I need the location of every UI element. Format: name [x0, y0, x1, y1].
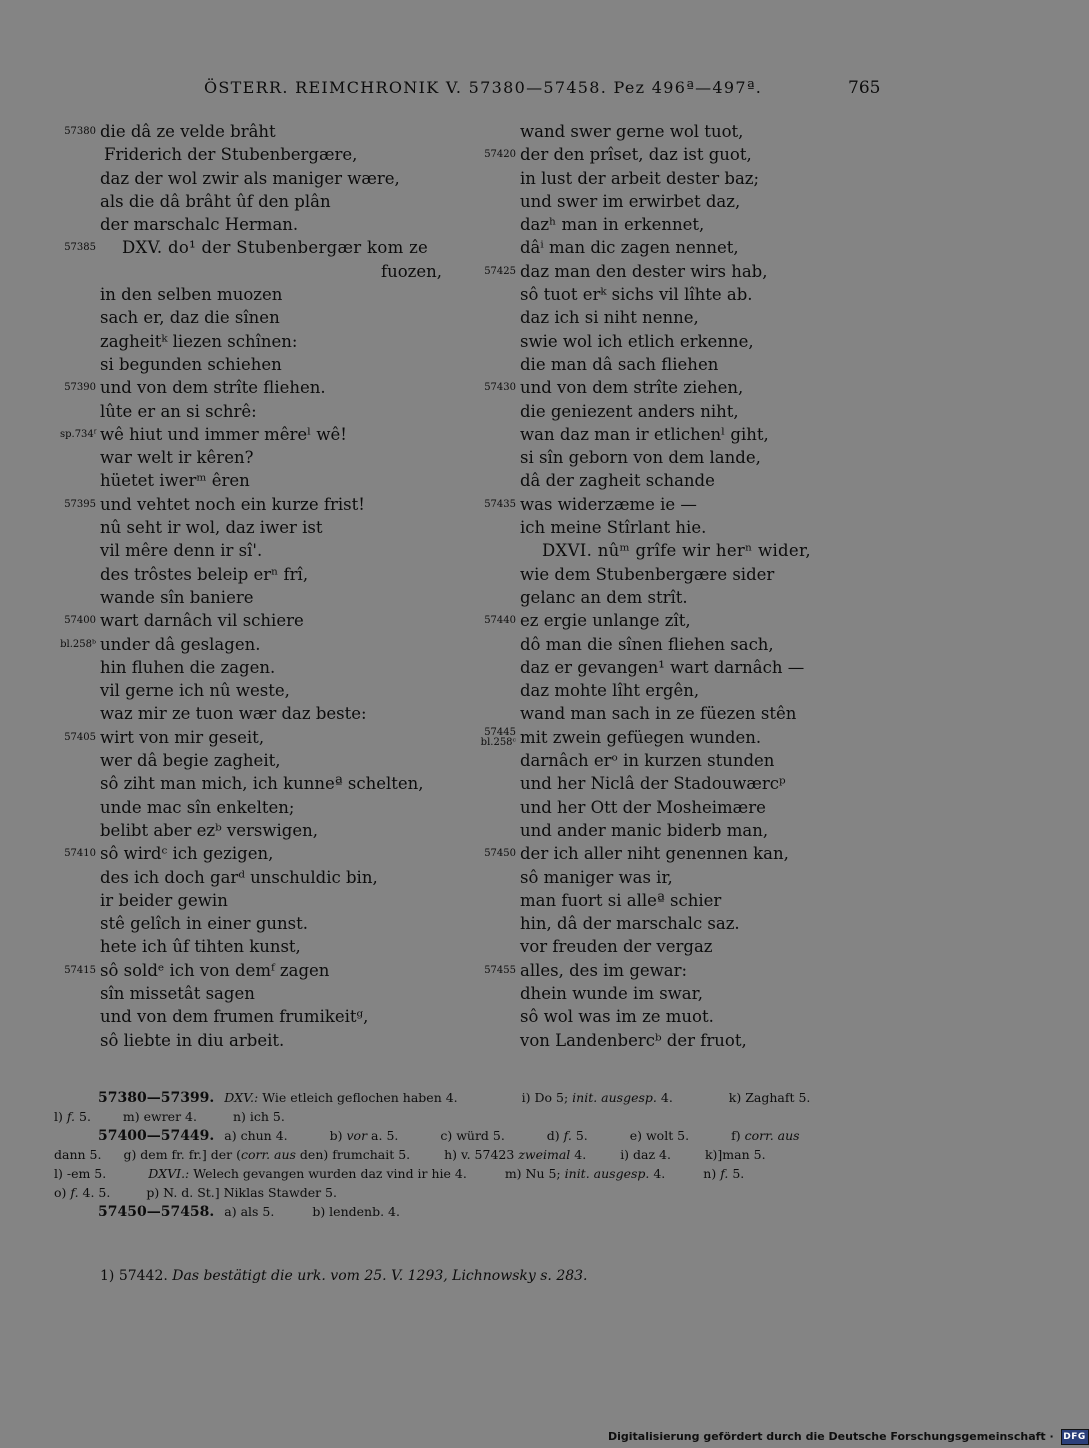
- line-number: 57405: [64, 731, 96, 743]
- verse-text: wand man sach in ze füezen stên: [520, 704, 797, 724]
- verse-text: in lust der arbeit dester baz;: [520, 168, 760, 188]
- apparatus-text: m) Nu 5;: [504, 1166, 561, 1181]
- verse-line: [48, 446, 448, 469]
- verse-line: [468, 796, 878, 819]
- verse-line: [48, 633, 448, 656]
- verse-line: [468, 842, 878, 865]
- verse-text: fuozen,: [381, 261, 442, 281]
- verse-line: [48, 400, 448, 423]
- apparatus-line: [54, 1126, 874, 1145]
- verse-line: [48, 213, 448, 236]
- verse-text: dazʰ man in erkennet,: [520, 215, 705, 235]
- apparatus-text: n) ich 5.: [232, 1109, 285, 1124]
- verse-line: [48, 796, 448, 819]
- line-number: 57380: [64, 126, 96, 137]
- verse-line: [468, 935, 878, 958]
- verse-text: ich meine Stîrlant hie.: [520, 518, 707, 538]
- verse-line: [468, 376, 878, 399]
- verse-text: sîn missetât sagen: [100, 983, 255, 1003]
- verse-line: [468, 912, 878, 935]
- verse-line: [48, 143, 448, 166]
- apparatus-text: c) würd 5.: [440, 1128, 505, 1143]
- apparatus-text: b) lendenb. 4.: [312, 1204, 400, 1219]
- apparatus-text: zweimal: [518, 1147, 571, 1162]
- apparatus-line: [54, 1202, 874, 1221]
- verse-text: die dâ ze velde brâht: [100, 122, 276, 141]
- verse-text: daz man den dester wirs hab,: [520, 261, 768, 281]
- verse-text: war welt ir kêren?: [100, 448, 254, 468]
- apparatus-line: [54, 1107, 874, 1126]
- verse-text: wê hiut und immer mêreˡ wê!: [100, 424, 347, 444]
- footnote: [100, 1268, 588, 1284]
- verse-line: [468, 982, 878, 1005]
- verse-text: die geniezent anders niht,: [520, 401, 739, 421]
- verse-text: daz ich si niht nenne,: [520, 308, 699, 328]
- apparatus-text: 4.: [574, 1147, 587, 1162]
- apparatus-line: [54, 1088, 874, 1107]
- verse-text: hin fluhen die zagen.: [100, 657, 276, 677]
- verse-text: sô tuot erᵏ sichs vil lîhte ab.: [520, 285, 753, 305]
- apparatus-text: Wie etleich geflochen haben 4.: [262, 1090, 458, 1105]
- line-number: 57440: [484, 615, 516, 627]
- verse-text: Friderich der Stubenbergære,: [104, 145, 358, 165]
- verse-line: [48, 469, 448, 492]
- verse-line: [48, 912, 448, 935]
- apparatus-text: init. ausgesp.: [564, 1166, 650, 1181]
- apparatus-text: dann 5.: [54, 1147, 102, 1162]
- verse-text: der marschalc Herman.: [100, 215, 299, 235]
- verse-text: und von dem strîte ziehen,: [520, 378, 744, 398]
- verse-line: [468, 819, 878, 842]
- verse-line: [48, 889, 448, 912]
- verse-text: und von dem frumen frumikeitᵍ,: [100, 1007, 369, 1027]
- verse-text: hete ich ûf tihten kunst,: [100, 937, 301, 957]
- apparatus-text: p) N. d. St.] Niklas Stawder 5.: [146, 1185, 337, 1200]
- apparatus-range: 57380—57399.: [98, 1090, 215, 1106]
- verse-text: wande sîn baniere: [100, 587, 254, 607]
- verse-text: als die dâ brâht ûf den plân: [100, 191, 331, 211]
- line-number: 57385: [64, 242, 96, 254]
- verse-line: [48, 120, 448, 143]
- left-verse-column: [48, 120, 448, 1052]
- verse-line: [48, 330, 448, 353]
- verse-text: daz mohte lîht ergên,: [520, 681, 700, 701]
- verse-text: daz er gevangen¹ wart darnâch —: [520, 657, 805, 677]
- verse-text: dô man die sînen fliehen sach,: [520, 634, 774, 654]
- critical-apparatus: [54, 1088, 874, 1221]
- apparatus-text: g) dem fr. fr.] der (: [123, 1147, 241, 1162]
- apparatus-text: b): [329, 1128, 343, 1143]
- verse-line: [468, 959, 878, 982]
- apparatus-range: 57400—57449.: [98, 1128, 215, 1144]
- apparatus-text: i) Do 5;: [521, 1090, 569, 1105]
- verse-text: man fuort si alleª schier: [520, 890, 722, 910]
- apparatus-text: k)]man 5.: [704, 1147, 766, 1162]
- line-number: 57390: [64, 382, 96, 394]
- verse-line: [48, 190, 448, 213]
- apparatus-text: Welech gevangen wurden daz vind ir hie 4.: [193, 1166, 467, 1181]
- apparatus-text: f.: [563, 1128, 572, 1143]
- verse-line: [48, 236, 448, 259]
- verse-line: [48, 656, 448, 679]
- verse-line: [468, 563, 878, 586]
- line-number: 57435: [484, 498, 516, 510]
- verse-text: sô soldᵉ ich von demᶠ zagen: [100, 960, 330, 980]
- apparatus-text: vor: [346, 1128, 368, 1143]
- verse-text: vor freuden der vergaz: [520, 937, 713, 957]
- verse-text: mit zwein gefüegen wunden.: [520, 727, 762, 747]
- apparatus-line: [54, 1164, 874, 1183]
- footnote-text: Das bestätigt die urk. vom 25. V. 1293, Lichnowsky s. 283.: [172, 1268, 588, 1284]
- verse-line: [48, 772, 448, 795]
- verse-text: darnâch erᵒ in kurzen stunden: [520, 751, 775, 771]
- verse-text: dhein wunde im swar,: [520, 983, 703, 1003]
- line-number: 57445 bl.258ᶜ: [480, 726, 516, 748]
- verse-line: [48, 702, 448, 725]
- verse-text: swie wol ich etlich erkenne,: [520, 331, 754, 351]
- verse-text: und her Niclâ der Stadouwærcᵖ: [520, 774, 786, 794]
- verse-line: [468, 539, 878, 562]
- verse-text: des ich doch garᵈ unschuldic bin,: [100, 867, 378, 887]
- apparatus-text: 4.: [653, 1166, 666, 1181]
- verse-line: [468, 400, 878, 423]
- verse-line: [468, 446, 878, 469]
- verse-text: si sîn geborn von dem lande,: [520, 448, 761, 468]
- apparatus-text: 4. 5.: [82, 1185, 111, 1200]
- verse-line: [48, 539, 448, 562]
- verse-line: [468, 749, 878, 772]
- verse-line: [48, 586, 448, 609]
- verse-text: in den selben muozen: [100, 285, 283, 305]
- verse-text: sô ziht man mich, ich kunneª schelten,: [100, 774, 424, 794]
- verse-text: ir beider gewin: [100, 890, 228, 910]
- verse-line: [468, 260, 878, 283]
- apparatus-text: 4.: [660, 1090, 673, 1105]
- verse-text: unde mac sîn enkelten;: [100, 797, 295, 817]
- line-number: 57395: [64, 498, 96, 510]
- verse-line: [468, 283, 878, 306]
- apparatus-text: 5.: [732, 1166, 745, 1181]
- verse-line: [468, 213, 878, 236]
- verse-text: und her Ott der Mosheimære: [520, 797, 766, 817]
- verse-line: [48, 609, 448, 632]
- verse-text: gelanc an dem strît.: [520, 587, 688, 607]
- apparatus-text: l): [54, 1109, 63, 1124]
- verse-line: [48, 167, 448, 190]
- line-number: sp.734ᶠ: [59, 428, 96, 440]
- line-number: bl.258ᵇ: [60, 638, 96, 650]
- verse-line: [48, 516, 448, 539]
- verse-text: sach er, daz die sînen: [100, 308, 280, 328]
- verse-text: und von dem strîte fliehen.: [100, 378, 326, 398]
- verse-text: wan daz man ir etlichenˡ giht,: [520, 424, 769, 444]
- verse-text: wie dem Stubenbergære sider: [520, 564, 775, 584]
- verse-line: [468, 469, 878, 492]
- verse-text: der den prîset, daz ist guot,: [520, 145, 752, 165]
- verse-text: wirt von mir geseit,: [100, 727, 265, 747]
- apparatus-line: [54, 1183, 874, 1202]
- verse-line: [468, 586, 878, 609]
- footnote-ref: 1) 57442.: [100, 1268, 168, 1284]
- verse-line: [468, 330, 878, 353]
- verse-line: [468, 516, 878, 539]
- line-number: 57400: [64, 615, 96, 627]
- verse-line: [468, 702, 878, 725]
- chapter-heading: DXVI. nûᵐ grîfe wir herⁿ wider,: [542, 541, 811, 561]
- verse-line: [48, 563, 448, 586]
- line-number: 57420: [484, 149, 516, 161]
- verse-line: [468, 423, 878, 446]
- apparatus-text: m) ewrer 4.: [122, 1109, 197, 1124]
- apparatus-text: 5.: [79, 1109, 91, 1124]
- verse-text: nû seht ir wol, daz iwer ist: [100, 518, 323, 538]
- verse-text: vil mêre denn ir sî'.: [100, 541, 263, 561]
- verse-text: der ich aller niht genennen kan,: [520, 844, 789, 864]
- verse-text: alles, des im gewar:: [520, 960, 688, 980]
- apparatus-text: corr. aus: [744, 1128, 800, 1143]
- apparatus-text: a) chun 4.: [224, 1128, 288, 1143]
- verse-text: sô wirdᶜ ich gezigen,: [100, 844, 274, 864]
- verse-text: hin, dâ der marschalc saz.: [520, 914, 740, 934]
- funding-text: Digitalisierung gefördert durch die Deutsche Forschungsgemeinschaft ·: [608, 1430, 1054, 1443]
- verse-text: dâ der zagheit schande: [520, 471, 715, 491]
- verse-line: [48, 1029, 448, 1052]
- verse-text: hüetet iwerᵐ êren: [100, 471, 250, 491]
- apparatus-text: k) Zaghaft 5.: [728, 1090, 811, 1105]
- chapter-heading: DXV. do¹ der Stubenbergær kom ze: [122, 238, 429, 258]
- verse-text: vil gerne ich nû weste,: [100, 681, 290, 701]
- verse-text: stê gelîch in einer gunst.: [100, 914, 308, 934]
- running-title: ÖSTERR. REIMCHRONIK V. 57380—57458. Pez 496ª—497ª.: [204, 78, 763, 97]
- apparatus-text: f.: [66, 1109, 76, 1124]
- apparatus-text: n): [703, 1166, 717, 1181]
- line-number: 57415: [64, 964, 96, 976]
- apparatus-text: d): [546, 1128, 560, 1143]
- verse-text: die man dâ sach fliehen: [520, 354, 719, 374]
- verse-line: [468, 236, 878, 259]
- verse-line: [468, 306, 878, 329]
- verse-text: waz mir ze tuon wær daz beste:: [100, 704, 367, 724]
- verse-line: [48, 306, 448, 329]
- verse-line: [48, 353, 448, 376]
- funding-banner: [608, 1429, 1089, 1445]
- verse-text: ez ergie unlange zît,: [520, 611, 691, 631]
- verse-text: daz der wol zwir als maniger wære,: [100, 168, 400, 188]
- verse-text: und swer im erwirbet daz,: [520, 191, 741, 211]
- apparatus-text: a. 5.: [371, 1128, 399, 1143]
- verse-text: under dâ geslagen.: [100, 634, 261, 654]
- apparatus-line: [54, 1145, 874, 1164]
- verse-text: und ander manic biderb man,: [520, 820, 769, 840]
- verse-line: [468, 1029, 878, 1052]
- apparatus-text: DXVI.:: [148, 1166, 190, 1181]
- verse-text: und vehtet noch ein kurze frist!: [100, 494, 365, 514]
- apparatus-text: f): [731, 1128, 741, 1143]
- verse-line: [468, 633, 878, 656]
- apparatus-text: i) daz 4.: [620, 1147, 671, 1162]
- verse-line: [468, 493, 878, 516]
- verse-line: [468, 656, 878, 679]
- verse-line: [48, 283, 448, 306]
- verse-text: belibt aber ezᵇ verswigen,: [100, 820, 318, 840]
- verse-line: [48, 493, 448, 516]
- dfg-logo-icon: DFG: [1061, 1429, 1089, 1445]
- verse-line: [48, 749, 448, 772]
- verse-line: [468, 353, 878, 376]
- apparatus-text: l) -em 5.: [54, 1166, 107, 1181]
- verse-line: [48, 842, 448, 865]
- apparatus-text: init. ausgesp.: [572, 1090, 657, 1105]
- verse-line: [468, 190, 878, 213]
- apparatus-text: 5.: [575, 1128, 588, 1143]
- verse-line: [48, 1005, 448, 1028]
- verse-line: [468, 1005, 878, 1028]
- verse-text: dâⁱ man dic zagen nennet,: [520, 238, 739, 258]
- line-number: 57430: [484, 382, 516, 394]
- verse-line: [48, 423, 448, 446]
- apparatus-text: e) wolt 5.: [629, 1128, 690, 1143]
- apparatus-text: o): [54, 1185, 67, 1200]
- line-number: 57455: [484, 964, 516, 976]
- apparatus-text: f.: [720, 1166, 729, 1181]
- verse-text: si begunden schiehen: [100, 354, 282, 374]
- apparatus-text: a) als 5.: [224, 1204, 275, 1219]
- verse-line: [48, 959, 448, 982]
- line-number: 57410: [64, 848, 96, 860]
- apparatus-text: den) frumchait 5.: [299, 1147, 411, 1162]
- apparatus-range: 57450—57458.: [98, 1204, 215, 1220]
- page-number: 765: [848, 78, 881, 98]
- verse-text: von Landenbercᵇ der fruot,: [520, 1030, 747, 1050]
- verse-line: [468, 679, 878, 702]
- verse-line: [48, 935, 448, 958]
- verse-line: [48, 866, 448, 889]
- verse-text: wart darnâch vil schiere: [100, 611, 304, 631]
- line-number: 57425: [484, 265, 516, 277]
- verse-line: [48, 376, 448, 399]
- verse-text: sô wol was im ze muot.: [520, 1007, 714, 1027]
- verse-line: [468, 726, 878, 749]
- verse-line: [48, 260, 448, 283]
- verse-line: [468, 167, 878, 190]
- apparatus-text: DXV.:: [224, 1090, 259, 1105]
- right-verse-column: [468, 120, 878, 1052]
- apparatus-text: h) v. 57423: [444, 1147, 515, 1162]
- verse-line: [468, 889, 878, 912]
- verse-line: [468, 120, 878, 143]
- verse-text: sô liebte in diu arbeit.: [100, 1030, 285, 1050]
- verse-text: lûte er an si schrê:: [100, 401, 257, 421]
- line-number: 57450: [484, 848, 516, 860]
- verse-line: [48, 819, 448, 842]
- running-header: [0, 78, 1000, 102]
- verse-line: [468, 609, 878, 632]
- verse-text: des trôstes beleip erⁿ frî,: [100, 564, 309, 584]
- apparatus-text: corr. aus: [240, 1147, 296, 1162]
- verse-line: [48, 982, 448, 1005]
- apparatus-text: f.: [70, 1185, 79, 1200]
- verse-line: [48, 726, 448, 749]
- verse-line: [468, 143, 878, 166]
- verse-line: [468, 772, 878, 795]
- verse-text: wer dâ begie zagheit,: [100, 751, 281, 771]
- verse-text: wand swer gerne wol tuot,: [520, 122, 744, 141]
- verse-text: zagheitᵏ liezen schînen:: [100, 331, 298, 351]
- verse-text: sô maniger was ir,: [520, 867, 673, 887]
- verse-line: [48, 679, 448, 702]
- verse-line: [468, 866, 878, 889]
- verse-text: was widerzæme ie —: [520, 494, 697, 514]
